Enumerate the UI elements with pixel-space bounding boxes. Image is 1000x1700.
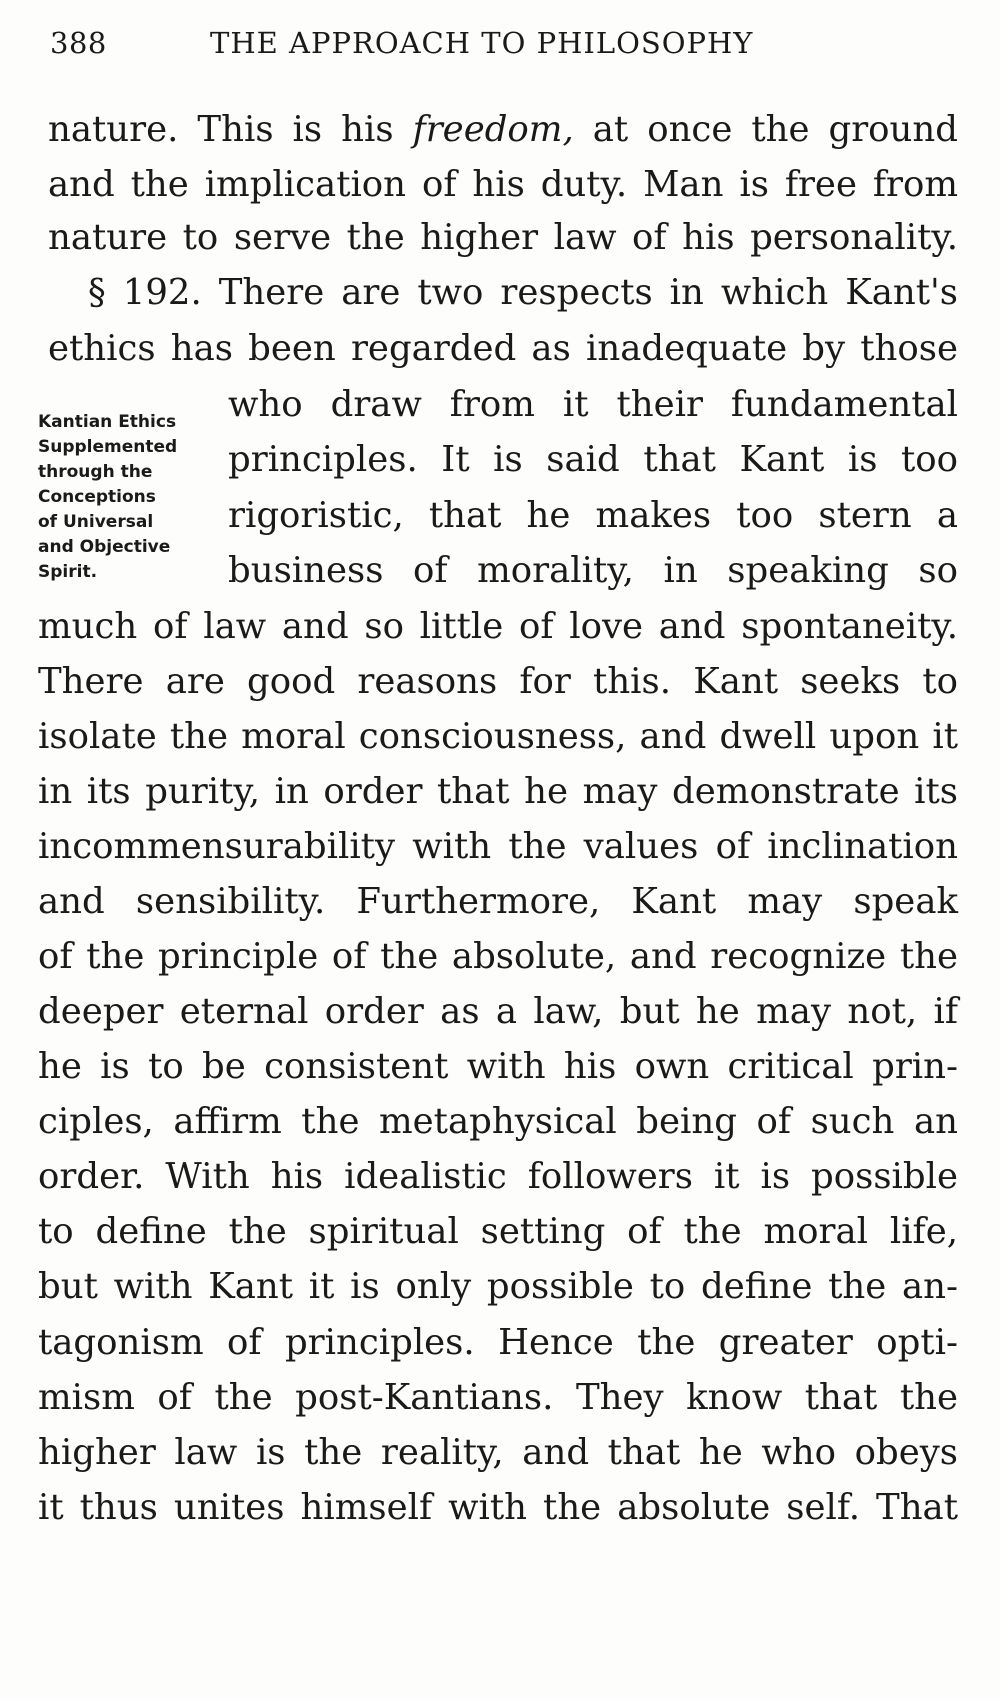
text-run: who draw from it their fundamental: [228, 384, 958, 425]
text-line: [48, 213, 958, 263]
text-run: nature to serve the higher law of his personality.: [48, 217, 958, 258]
text-line: [38, 877, 958, 927]
text-line: [38, 657, 958, 707]
text-line: [38, 712, 958, 762]
text-line: [38, 767, 958, 817]
text-run: business of morality, in speaking so: [228, 550, 958, 591]
text-run: § 192. There are two respects in which Kant's: [88, 272, 958, 313]
text-run: ciples, affirm the metaphysical being of such an: [38, 1101, 958, 1142]
text-run: of the principle of the absolute, and recognize the: [38, 936, 958, 977]
text-run: rigoristic, that he makes too stern a: [228, 495, 958, 536]
text-run: and sensibility. Furthermore, Kant may speak: [38, 881, 958, 922]
text-line: [38, 822, 958, 872]
text-run: in its purity, in order that he may demonstrate its: [38, 771, 958, 812]
text-line: [88, 268, 958, 318]
text-line: [38, 1262, 958, 1312]
text-run: nature. This is his: [48, 109, 413, 150]
running-title: THE APPROACH TO PHILOSOPHY: [210, 26, 754, 60]
margin-note-line: Spirit.: [38, 562, 98, 582]
margin-note-line: of Universal: [38, 512, 154, 532]
margin-note: [38, 410, 238, 585]
text-line: [38, 932, 958, 982]
text-line: [38, 1042, 958, 1092]
text-run: but with Kant it is only possible to define the an-: [38, 1266, 958, 1307]
text-line: [38, 1097, 958, 1147]
text-line: [228, 380, 958, 430]
text-run: much of law and so little of love and spontaneity.: [38, 606, 958, 647]
text-line: [48, 324, 958, 374]
text-run: deeper eternal order as a law, but he may not, if: [38, 991, 958, 1032]
text-run: he is to be consistent with his own critical prin-: [38, 1046, 958, 1087]
text-line: [38, 1207, 958, 1257]
text-line: [38, 1318, 958, 1368]
text-line: [38, 1152, 958, 1202]
text-run: and the implication of his duty. Man is free from: [48, 164, 958, 205]
margin-note-line: Kantian Ethics: [38, 412, 177, 432]
text-line: [48, 160, 958, 210]
text-run: it thus unites himself with the absolute self. That: [38, 1487, 958, 1528]
text-run: ethics has been regarded as inadequate by those: [48, 328, 958, 369]
text-line: [228, 435, 958, 485]
text-line: [38, 1428, 958, 1478]
text-run: mism of the post-Kantians. They know that the: [38, 1377, 958, 1418]
text-line: [48, 105, 958, 155]
text-line: [228, 491, 958, 541]
italic-text-run: freedom,: [412, 109, 574, 150]
margin-note-line: through the: [38, 462, 153, 482]
text-line: [38, 987, 958, 1037]
running-head: [50, 26, 950, 66]
text-run: higher law is the reality, and that he who obeys: [38, 1432, 958, 1473]
text-run: incommensurability with the values of inclination: [38, 826, 958, 867]
text-line: [38, 1483, 958, 1533]
text-run: tagonism of principles. Hence the greater opti-: [38, 1322, 958, 1363]
text-run: to define the spiritual setting of the moral life,: [38, 1211, 958, 1252]
margin-note-line: Supplemented: [38, 437, 178, 457]
margin-note-line: Conceptions: [38, 487, 156, 507]
text-line: [38, 1373, 958, 1423]
page-number: 388: [50, 26, 107, 60]
text-run: principles. It is said that Kant is too: [228, 439, 958, 480]
text-run: isolate the moral consciousness, and dwell upon it: [38, 716, 958, 757]
text-line: [228, 546, 958, 596]
text-run: There are good reasons for this. Kant seeks to: [38, 661, 958, 702]
text-run: at once the ground: [573, 109, 958, 150]
text-line: [38, 602, 958, 652]
margin-note-line: and Objective: [38, 537, 171, 557]
text-run: order. With his idealistic followers it is possible: [38, 1156, 958, 1197]
